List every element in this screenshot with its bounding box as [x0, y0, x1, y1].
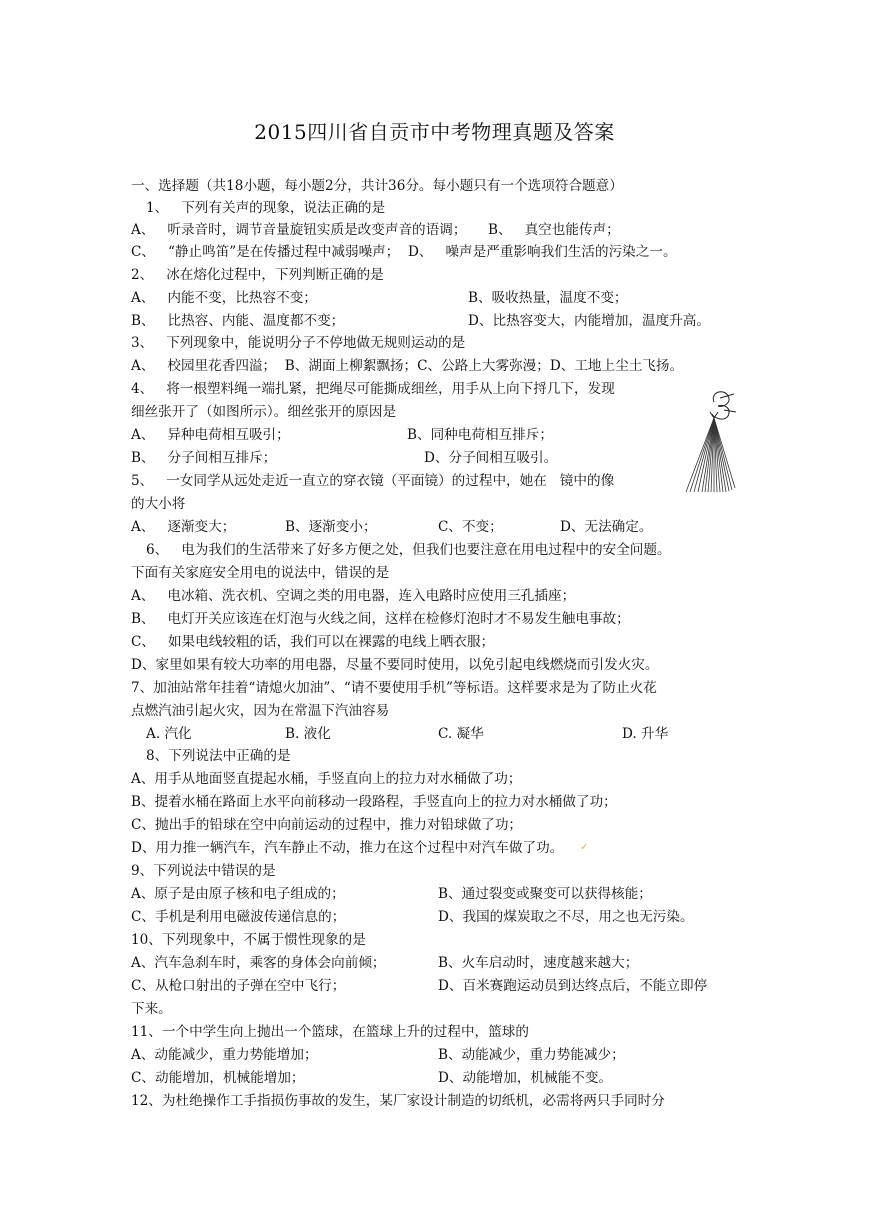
question-4-option-b: B、同种电荷相互排斥；	[407, 427, 553, 443]
section-heading: 一、选择题（共18小题，每小题2分，共计36分。每小题只有一个选项符合题意）	[131, 178, 623, 194]
stray-mark: ✓	[580, 842, 589, 853]
question-8-option-a: A、用手从地面竖直提起水桶，手竖直向上的拉力对水桶做了功；	[131, 771, 522, 787]
question-8-option-b: B、提着水桶在路面上水平向前移动一段路程，手竖直向上的拉力对水桶做了功；	[131, 794, 617, 810]
question-5-option-a: A、 逐渐变大；	[131, 519, 236, 535]
question-10-option-a: A、汽车急刹车时，乘客的身体会向前倾；	[131, 955, 386, 971]
question-6-option-a: A、 电冰箱、洗衣机、空调之类的用电器，连入电路时应使用三孔插座；	[131, 588, 576, 604]
question-2-option-a: A、 内能不变，比热容不变；	[131, 290, 317, 306]
question-5-option-d: D、无法确定。	[560, 519, 653, 535]
question-7-option-c: C. 凝华	[438, 726, 484, 742]
question-11-option-a: A、动能减少，重力势能增加；	[131, 1047, 318, 1063]
question-8-option-d: D、用力推一辆汽车，汽车静止不动，推力在这个过程中对汽车做了功。	[131, 840, 564, 856]
question-2-option-d: D、比热容变大，内能增加，温度升高。	[468, 313, 710, 329]
question-4-option-c: B、 分子间相互排斥；	[131, 450, 277, 466]
question-5-option-c: C、不变；	[438, 519, 503, 535]
question-8-stem: 8、下列说法中正确的是	[146, 748, 291, 764]
question-9-option-a: A、原子是由原子核和电子组成的；	[131, 886, 345, 902]
question-9-option-c: C、手机是利用电磁波传递信息的；	[131, 909, 346, 925]
question-4-option-a: A、 异种电荷相互吸引；	[131, 427, 290, 443]
string-strands-figure	[684, 388, 740, 496]
question-5-stem: 5、 一女同学从远处走近一直立的穿衣镜（平面镜）的过程中，她在 镜中的像	[131, 473, 615, 489]
question-4-stem-cont: 细丝张开了（如图所示）。细丝张开的原因是	[131, 404, 397, 420]
question-3-stem: 3、 下列现象中，能说明分子不停地做无规则运动的是	[131, 335, 466, 351]
question-2-option-b: B、吸收热量，温度不变；	[468, 290, 628, 306]
question-10-option-b: B、火车启动时，速度越来越大；	[438, 955, 639, 971]
question-7-option-d: D. 升华	[622, 726, 669, 742]
question-2-stem: 2、 冰在熔化过程中，下列判断正确的是	[131, 267, 384, 283]
question-9-stem: 9、下列说法中错误的是	[131, 863, 276, 879]
question-7-option-b: B. 液化	[285, 726, 331, 742]
question-4-stem: 4、 将一根塑料绳一端扎紧，把绳尽可能撕成细丝，用手从上向下捋几下，发现	[131, 381, 615, 397]
question-10-option-d-cont: 下来。	[131, 1001, 172, 1017]
question-11-option-c: C、动能增加，机械能增加；	[131, 1070, 305, 1086]
question-6-option-b: B、 电灯开关应该连在灯泡与火线之间，这样在检修灯泡时才不易发生触电事故；	[131, 611, 630, 627]
question-5-stem-cont: 的大小将	[131, 496, 186, 512]
question-11-option-b: B、动能减少，重力势能减少；	[438, 1047, 625, 1063]
question-11-option-d: D、动能增加，机械能不变。	[438, 1070, 613, 1086]
question-11-stem: 11、一个中学生向上抛出一个篮球，在篮球上升的过程中，篮球的	[131, 1024, 529, 1040]
question-10-option-d: D、百米赛跑运动员到达终点后，不能立即停	[438, 978, 708, 994]
question-1-stem: 1、 下列有关声的现象，说法正确的是	[146, 200, 386, 216]
question-5-option-b: B、逐渐变小；	[285, 519, 377, 535]
question-6-stem-cont: 下面有关家庭安全用电的说法中，错误的是	[131, 565, 390, 581]
question-2-option-c: B、 比热容、内能、温度都不变；	[131, 313, 345, 329]
question-7-stem: 7、加油站常年挂着“请熄火加油”、“请不要使用手机”等标语。这样要求是为了防止火花	[131, 680, 657, 696]
question-4-option-d: D、分子间相互吸引。	[424, 450, 558, 466]
question-9-option-b: B、通过裂变或聚变可以获得核能；	[438, 886, 652, 902]
question-9-option-d: D、我国的煤炭取之不尽，用之也无污染。	[438, 909, 694, 925]
question-6-option-d: D、家里如果有较大功率的用电器，尽量不要同时使用，以免引起电线燃烧而引发火灾。	[131, 657, 659, 673]
question-7-stem-cont: 点燃汽油引起火灾，因为在常温下汽油容易	[131, 703, 390, 719]
page-title: 2015四川省自贡市中考物理真题及答案	[254, 120, 615, 144]
question-10-stem: 10、下列现象中，不属于惯性现象的是	[131, 932, 366, 948]
question-3-options: A、 校园里花香四溢； B、湖面上柳絮飘扬；C、公路上大雾弥漫；D、工地上尘土飞扬。	[131, 358, 684, 374]
question-1-options-cd: C、 “静止鸣笛”是在传播过程中减弱噪声； D、 噪声是严重影响我们生活的污染之一。	[131, 244, 677, 260]
question-8-option-c: C、抛出手的铅球在空中向前运动的过程中，推力对铅球做了功；	[131, 817, 523, 833]
question-7-option-a: A. 汽化	[146, 726, 192, 742]
question-6-stem: 6、 电为我们的生活带来了好多方便之处，但我们也要注意在用电过程中的安全问题。	[146, 542, 671, 558]
question-1-options-ab: A、 听录音时，调节音量旋钮实质是改变声音的语调； B、 真空也能传声；	[131, 222, 620, 238]
question-10-option-c: C、从枪口射出的子弹在空中飞行；	[131, 978, 346, 994]
question-12-stem: 12、为杜绝操作工手指损伤事故的发生，某厂家设计制造的切纸机，必需将两只手同时分	[131, 1093, 665, 1109]
question-6-option-c: C、 如果电线较粗的话，我们可以在裸露的电线上晒衣服；	[131, 634, 495, 650]
